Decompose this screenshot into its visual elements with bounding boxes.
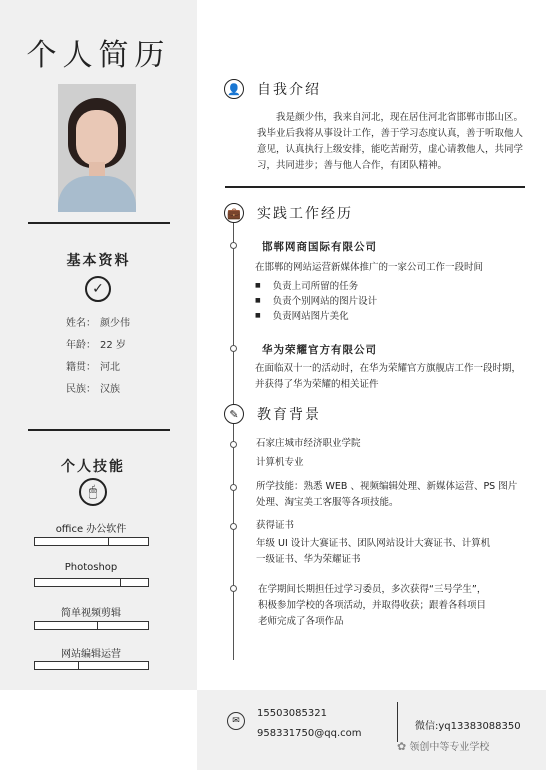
education-section-header: [224, 404, 321, 424]
skill-label: 简单视频剪辑: [61, 608, 121, 619]
skill-bar: [34, 661, 149, 670]
timeline-dot: [230, 441, 237, 448]
watermark-text: [397, 738, 489, 753]
job-description: 在面临双十一的活动时，在华为荣耀官方旗舰店工作一段时期，并获得了华为荣耀的相关证件: [255, 363, 522, 390]
info-age: 年龄： 22 岁: [66, 340, 126, 351]
skill-bar: [34, 537, 149, 546]
divider: [397, 702, 398, 742]
skill-level-mark: [120, 578, 121, 587]
briefcase-icon: 💼: [224, 203, 244, 223]
chat-icon: ✉: [227, 712, 245, 730]
duty-item: ■ 负责上司所留的任务: [255, 279, 377, 294]
timeline-dot: [230, 523, 237, 530]
pencil-icon: ✎: [224, 404, 244, 424]
school-name: 石家庄城市经济职业学院: [256, 438, 361, 449]
phone: 15503085321: [257, 708, 327, 719]
experience-section-header: [224, 203, 353, 223]
timeline-dot: [230, 242, 237, 249]
education-heading: 教育背景: [257, 407, 321, 423]
info-hometown: 籍贯： 河北: [66, 362, 120, 373]
about-text: 我是颜少伟，我来自河北，现在居住河北省邯郸市邯山区。我毕业后我将从事设计工作，善于学习态度认真，善于听取他人意见，认真执行上级安排，能吃苦耐劳，虚心请教他人，共同学习，共同进步；善与他人合作，有团队精神。: [257, 112, 524, 171]
major: 计算机专业: [256, 457, 304, 468]
duty-item: ■ 负责个别网站的图片设计: [255, 294, 377, 309]
about-heading: 自我介绍: [257, 82, 321, 98]
duty-item: ■ 负责网站图片美化: [255, 309, 377, 324]
timeline-dot: [230, 345, 237, 352]
divider: [28, 429, 170, 431]
experience-heading: 实践工作经历: [257, 206, 353, 222]
company-name: 华为荣耀官方有限公司: [262, 344, 377, 356]
contact-footer: [197, 690, 546, 770]
wechat-logo-icon: ✿: [397, 740, 407, 753]
skill-level-mark: [78, 661, 79, 670]
divider: [225, 186, 525, 188]
job-description: 在邯郸的网站运营新媒体推广的一家公司工作一段时间: [255, 262, 484, 273]
watermark-label: 领创中等专业学校: [409, 742, 490, 753]
profile-photo: [58, 84, 136, 212]
company-name: 邯郸网商国际有限公司: [262, 241, 377, 253]
skill-bar: [34, 578, 149, 587]
info-ethnicity: 民族： 汉族: [66, 384, 120, 395]
skill-label: office 办公软件: [55, 524, 127, 535]
certificates: 年级 UI 设计大赛证书、团队网站设计大赛证书、计算机一级证书、华为荣耀证书: [256, 538, 491, 565]
check-icon: ✓: [85, 276, 111, 302]
basic-info-heading: 基本资料: [66, 253, 131, 269]
skills-heading: 个人技能: [61, 459, 125, 475]
about-section-header: [224, 79, 321, 99]
timeline-dot: [230, 585, 237, 592]
honors: 在学期间长期担任过学习委员，多次获得“三号学生”，积极参加学校的各项活动，并取得收获；跟着各科项目老师完成了各项作品: [258, 584, 487, 627]
skill-level-mark: [97, 621, 98, 630]
skill-label: Photoshop: [64, 562, 118, 573]
learned-skills: 所学技能：熟悉 WEB 、视频编辑处理、新媒体运营、PS 图片处理、淘宝美工客服等各项技能。: [256, 481, 518, 508]
skill-level-mark: [108, 537, 109, 546]
person-icon: 👤: [224, 79, 244, 99]
page-title: 个人简历: [26, 38, 171, 73]
cert-title: 获得证书: [256, 520, 295, 531]
email: 958331750@qq.com: [257, 728, 362, 739]
divider: [28, 222, 170, 224]
job-duties: [255, 279, 377, 324]
skill-label: 网站编辑运营: [61, 649, 121, 660]
skill-bar: [34, 621, 149, 630]
info-name: 姓名： 颜少伟: [66, 318, 130, 329]
wechat: 微信:yq13383088350: [415, 721, 521, 732]
mouse-icon: 🖱: [79, 478, 107, 506]
timeline-dot: [230, 484, 237, 491]
